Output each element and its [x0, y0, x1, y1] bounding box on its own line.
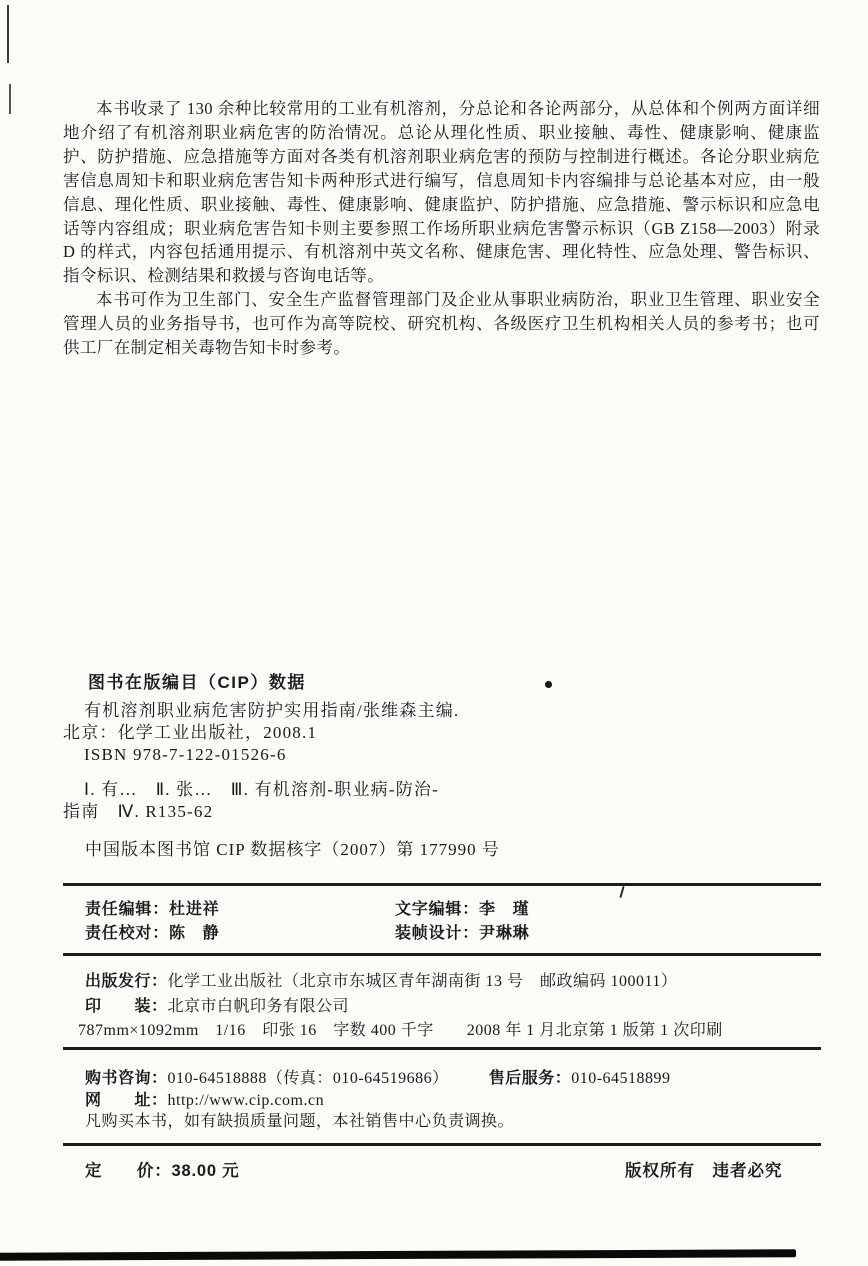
service-phone: 010-64518899 [571, 1070, 671, 1087]
publisher-line [85, 968, 677, 991]
printer-label: 印 装： [85, 998, 168, 1015]
price-label: 定 价： [85, 1162, 172, 1180]
purchase-phone-label: 购书咨询： [85, 1070, 168, 1087]
classification-line: 指南 Ⅳ. R135-62 [63, 802, 214, 821]
horizontal-rule [63, 883, 821, 886]
service-phone-label: 售后服务： [488, 1070, 572, 1087]
copyright-notice: 版权所有 违者必究 [625, 1162, 783, 1180]
designer [395, 920, 529, 943]
website-label: 网 址： [85, 1092, 168, 1109]
cip-imprint: 北京：化学工业出版社，2008.1 [63, 723, 318, 742]
printer-value: 北京市白帆印务有限公司 [167, 998, 350, 1015]
book-summary [63, 97, 820, 360]
isbn: ISBN 978-7-122-01526-6 [84, 745, 287, 764]
horizontal-rule [63, 1047, 821, 1050]
classification-line: Ⅰ. 有… Ⅱ. 张… Ⅲ. 有机溶剂-职业病-防治- [84, 780, 439, 799]
designer-name: 尹琳琳 [479, 925, 530, 942]
responsible-editor [85, 896, 219, 919]
proofreader [85, 920, 219, 943]
cip-record [63, 700, 663, 766]
responsible-editor-name: 杜进祥 [169, 901, 220, 918]
proofreader-label: 责任校对： [85, 925, 170, 942]
price-value: 38.00 元 [171, 1162, 240, 1180]
phone-line [85, 1065, 671, 1088]
printer-line [85, 993, 349, 1016]
return-notice: 凡购买本书，如有缺损质量问题，本社销售中心负责调换。 [85, 1113, 515, 1130]
format-line: 787mm×1092mm 1/16 印张 16 字数 400 千字 2008 年 1 月北京第 1 版第 1 次印刷 [78, 1022, 723, 1039]
proofreader-name: 陈 静 [169, 925, 220, 942]
summary-paragraph: 本书收录了 130 余种比较常用的工业有机溶剂，分总论和各论两部分，从总体和个例两方面详细地介绍了有机溶剂职业病危害的防治情况。总论从理化性质、职业接触、毒性、健康影响、健康监护、防护措施、应急措施等方面对各类有机溶剂职业病危害的预防与控制进行概述。各论分职业病危害信息周知卡和职业病危害告知卡两种形式进行编写，信息周知卡内容编排与总论基本对应，由一般信息、理化性质、职业接触、毒性、健康影响、健康监护、防护措施、应急措施、警示标识和应急电话等内容组成；职业病危害告知卡则主要参照工作场所职业病危害警示标识（GB Z158—2003）附录 D 的样式，内容包括通用提示、有机溶剂中英文名称、健康危害、理化特性、应急处理、警告标识、指令标识、检测结果和救援与咨询电话等。 [63, 99, 820, 286]
publisher-value: 化学工业出版社（北京市东城区青年湖南街 13 号 邮政编码 100011） [167, 973, 678, 990]
cip-heading: 图书在版编目（CIP）数据 [88, 673, 306, 692]
text-editor [395, 896, 529, 919]
scan-artifact-line [7, 5, 9, 63]
horizontal-rule [63, 1143, 821, 1146]
price-line [85, 1157, 239, 1181]
audience-paragraph: 本书可作为卫生部门、安全生产监督管理部门及企业从事职业病防治，职业卫生管理、职业安全管理人员的业务指导书，也可作为高等院校、研究机构、各级医疗卫生机构相关人员的参考书；也可供工厂在制定相关毒物告知卡时参考。 [63, 290, 820, 358]
scan-artifact-line [9, 84, 11, 114]
publisher-label: 出版发行： [85, 973, 168, 990]
text-editor-label: 文字编辑： [395, 901, 480, 918]
purchase-phone: 010-64518888（传真：010-64519686） [167, 1070, 449, 1087]
text-editor-name: 李 瑾 [479, 901, 530, 918]
cip-registration-number: 中国版本图书馆 CIP 数据核字（2007）第 177990 号 [85, 840, 500, 859]
cip-classification [63, 779, 663, 823]
scan-edge-bar [0, 1249, 796, 1260]
responsible-editor-label: 责任编辑： [85, 901, 170, 918]
website-line [85, 1087, 324, 1110]
website-url: http://www.cip.com.cn [167, 1092, 325, 1109]
ink-dot-artifact [545, 681, 552, 688]
horizontal-rule [63, 953, 821, 956]
designer-label: 装帧设计： [395, 925, 480, 942]
cip-title-statement: 有机溶剂职业病危害防护实用指南/张维森主编. [84, 701, 460, 720]
pen-tick-artifact [619, 886, 624, 898]
